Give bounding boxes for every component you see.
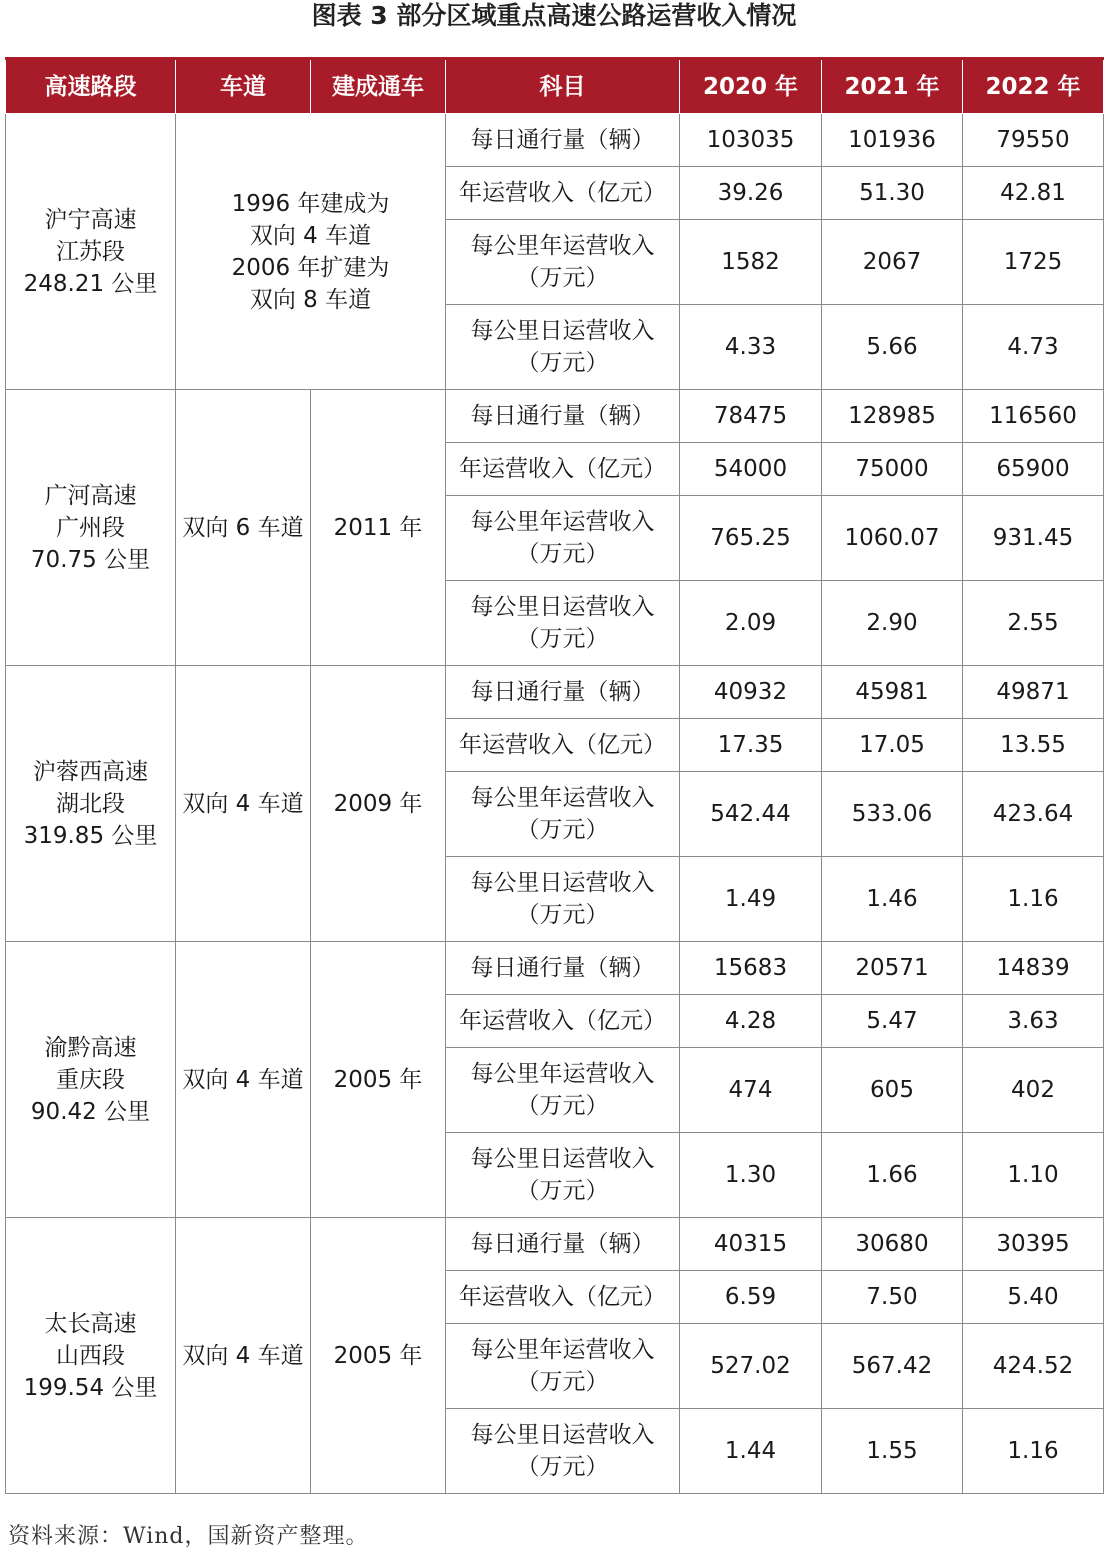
value-cell-2021: 567.42 xyxy=(822,1324,963,1409)
table-row xyxy=(6,390,1104,443)
metric-label-cell: 每日通行量（辆） xyxy=(446,390,680,443)
built-year-cell: 2009 年 xyxy=(311,666,446,942)
value-cell-2020: 4.28 xyxy=(680,995,822,1048)
road-segment-cell: 沪蓉西高速 湖北段 319.85 公里 xyxy=(6,666,176,942)
value-cell-2020: 527.02 xyxy=(680,1324,822,1409)
header-metric: 科目 xyxy=(446,59,680,114)
value-cell-2020: 1.49 xyxy=(680,857,822,942)
lanes-cell: 双向 4 车道 xyxy=(176,942,311,1218)
lanes-cell: 双向 4 车道 xyxy=(176,1218,311,1494)
value-cell-2022: 5.40 xyxy=(963,1271,1104,1324)
value-cell-2021: 20571 xyxy=(822,942,963,995)
value-cell-2021: 1.66 xyxy=(822,1133,963,1218)
highway-revenue-table xyxy=(5,57,1104,1494)
value-cell-2022: 931.45 xyxy=(963,496,1104,581)
value-cell-2022: 14839 xyxy=(963,942,1104,995)
metric-label-cell: 每公里年运营收入 （万元） xyxy=(446,1048,680,1133)
header-2020: 2020 年 xyxy=(680,59,822,114)
metric-label-cell: 每公里年运营收入 （万元） xyxy=(446,772,680,857)
value-cell-2022: 423.64 xyxy=(963,772,1104,857)
metric-label-cell: 年运营收入（亿元） xyxy=(446,995,680,1048)
metric-label-cell: 年运营收入（亿元） xyxy=(446,167,680,220)
header-lanes: 车道 xyxy=(176,59,311,114)
road-segment-cell: 太长高速 山西段 199.54 公里 xyxy=(6,1218,176,1494)
value-cell-2021: 45981 xyxy=(822,666,963,719)
value-cell-2022: 13.55 xyxy=(963,719,1104,772)
header-built: 建成通车 xyxy=(311,59,446,114)
metric-label-cell: 每日通行量（辆） xyxy=(446,942,680,995)
value-cell-2022: 49871 xyxy=(963,666,1104,719)
value-cell-2021: 17.05 xyxy=(822,719,963,772)
value-cell-2021: 128985 xyxy=(822,390,963,443)
value-cell-2020: 474 xyxy=(680,1048,822,1133)
value-cell-2021: 75000 xyxy=(822,443,963,496)
lanes-cell: 双向 6 车道 xyxy=(176,390,311,666)
header-2021: 2021 年 xyxy=(822,59,963,114)
table-row xyxy=(6,666,1104,719)
value-cell-2020: 2.09 xyxy=(680,581,822,666)
metric-label-cell: 年运营收入（亿元） xyxy=(446,719,680,772)
value-cell-2020: 1.30 xyxy=(680,1133,822,1218)
value-cell-2021: 51.30 xyxy=(822,167,963,220)
value-cell-2022: 30395 xyxy=(963,1218,1104,1271)
lanes-cell: 双向 4 车道 xyxy=(176,666,311,942)
value-cell-2020: 6.59 xyxy=(680,1271,822,1324)
metric-label-cell: 年运营收入（亿元） xyxy=(446,443,680,496)
value-cell-2020: 765.25 xyxy=(680,496,822,581)
value-cell-2021: 101936 xyxy=(822,114,963,167)
value-cell-2020: 15683 xyxy=(680,942,822,995)
value-cell-2020: 103035 xyxy=(680,114,822,167)
value-cell-2020: 40315 xyxy=(680,1218,822,1271)
value-cell-2020: 54000 xyxy=(680,443,822,496)
value-cell-2021: 1.46 xyxy=(822,857,963,942)
metric-label-cell: 每公里年运营收入 （万元） xyxy=(446,1324,680,1409)
value-cell-2022: 116560 xyxy=(963,390,1104,443)
value-cell-2021: 5.66 xyxy=(822,305,963,390)
built-year-cell: 2005 年 xyxy=(311,1218,446,1494)
header-2022: 2022 年 xyxy=(963,59,1104,114)
value-cell-2022: 1.16 xyxy=(963,1409,1104,1494)
value-cell-2021: 30680 xyxy=(822,1218,963,1271)
metric-label-cell: 每公里日运营收入 （万元） xyxy=(446,857,680,942)
metric-label-cell: 每公里日运营收入 （万元） xyxy=(446,1133,680,1218)
road-segment-cell: 沪宁高速 江苏段 248.21 公里 xyxy=(6,114,176,390)
value-cell-2021: 7.50 xyxy=(822,1271,963,1324)
value-cell-2020: 40932 xyxy=(680,666,822,719)
value-cell-2022: 42.81 xyxy=(963,167,1104,220)
value-cell-2021: 1.55 xyxy=(822,1409,963,1494)
value-cell-2021: 5.47 xyxy=(822,995,963,1048)
table-body xyxy=(6,114,1104,1494)
value-cell-2020: 4.33 xyxy=(680,305,822,390)
value-cell-2021: 1060.07 xyxy=(822,496,963,581)
metric-label-cell: 每日通行量（辆） xyxy=(446,666,680,719)
figure-title: 图表 3 部分区域重点高速公路运营收入情况 xyxy=(311,1,797,30)
value-cell-2020: 1.44 xyxy=(680,1409,822,1494)
metric-label-cell: 每公里年运营收入 （万元） xyxy=(446,220,680,305)
value-cell-2022: 65900 xyxy=(963,443,1104,496)
value-cell-2020: 542.44 xyxy=(680,772,822,857)
lanes-built-cell: 1996 年建成为 双向 4 车道 2006 年扩建为 双向 8 车道 xyxy=(176,114,446,390)
value-cell-2022: 1725 xyxy=(963,220,1104,305)
value-cell-2022: 1.16 xyxy=(963,857,1104,942)
value-cell-2021: 2067 xyxy=(822,220,963,305)
metric-label-cell: 每公里日运营收入 （万元） xyxy=(446,581,680,666)
value-cell-2020: 1582 xyxy=(680,220,822,305)
value-cell-2022: 4.73 xyxy=(963,305,1104,390)
value-cell-2021: 533.06 xyxy=(822,772,963,857)
table-row xyxy=(6,1218,1104,1271)
metric-label-cell: 每日通行量（辆） xyxy=(446,114,680,167)
metric-label-cell: 每公里日运营收入 （万元） xyxy=(446,1409,680,1494)
value-cell-2021: 2.90 xyxy=(822,581,963,666)
value-cell-2022: 79550 xyxy=(963,114,1104,167)
value-cell-2022: 2.55 xyxy=(963,581,1104,666)
source-note: 资料来源：Wind，国新资产整理。 xyxy=(8,1524,369,1549)
metric-label-cell: 每公里年运营收入 （万元） xyxy=(446,496,680,581)
value-cell-2020: 17.35 xyxy=(680,719,822,772)
road-segment-cell: 广河高速 广州段 70.75 公里 xyxy=(6,390,176,666)
table-row xyxy=(6,942,1104,995)
header-road: 高速路段 xyxy=(6,59,176,114)
metric-label-cell: 年运营收入（亿元） xyxy=(446,1271,680,1324)
built-year-cell: 2005 年 xyxy=(311,942,446,1218)
value-cell-2022: 3.63 xyxy=(963,995,1104,1048)
table-row xyxy=(6,114,1104,167)
metric-label-cell: 每公里日运营收入 （万元） xyxy=(446,305,680,390)
road-segment-cell: 渝黔高速 重庆段 90.42 公里 xyxy=(6,942,176,1218)
value-cell-2021: 605 xyxy=(822,1048,963,1133)
metric-label-cell: 每日通行量（辆） xyxy=(446,1218,680,1271)
value-cell-2022: 1.10 xyxy=(963,1133,1104,1218)
value-cell-2020: 78475 xyxy=(680,390,822,443)
value-cell-2020: 39.26 xyxy=(680,167,822,220)
value-cell-2022: 424.52 xyxy=(963,1324,1104,1409)
table-header-row xyxy=(6,59,1104,114)
built-year-cell: 2011 年 xyxy=(311,390,446,666)
value-cell-2022: 402 xyxy=(963,1048,1104,1133)
